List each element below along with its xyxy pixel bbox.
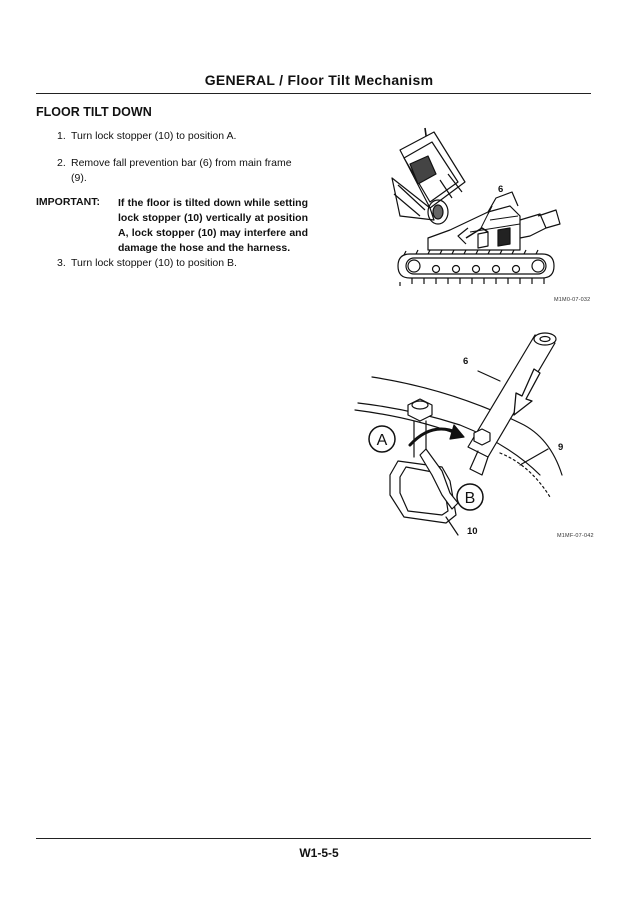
step-text-continued: (9). [71, 172, 87, 184]
position-b-label: B [464, 490, 476, 507]
important-label: IMPORTANT: [36, 196, 100, 208]
step-number: 3. [57, 257, 66, 269]
footer-rule [36, 838, 591, 839]
step-text: Remove fall prevention bar (6) from main frame [71, 157, 292, 169]
figure2-callout-frame: 9 [558, 442, 564, 453]
step-3 [57, 256, 317, 272]
section-title: FLOOR TILT DOWN [36, 105, 152, 119]
step-1 [57, 129, 317, 145]
figure1-code: M1M0-07-032 [554, 297, 591, 303]
step-2 [57, 156, 317, 188]
figure1-callout-bar: 6 [498, 184, 504, 195]
position-a-label: A [376, 432, 388, 449]
figure2-callout-stopper: 10 [467, 526, 478, 537]
step-text: Turn lock stopper (10) to position B. [71, 257, 237, 269]
figure-lock-stopper-detail [350, 325, 592, 545]
step-text: Turn lock stopper (10) to position A. [71, 130, 237, 142]
page-number: W1-5-5 [299, 846, 339, 860]
important-text: If the floor is tilted down while setting lock stopper (10) vertically at position A, lock stopper (10) may interfere and damage the hose and the harness. [118, 197, 308, 254]
figure2-callout-bar: 6 [463, 356, 469, 367]
page-header-title: GENERAL / Floor Tilt Mechanism [204, 72, 434, 88]
step-number: 2. [57, 157, 66, 169]
figure2-code: M1MF-07-042 [557, 533, 594, 539]
figure-excavator-floor-tilted [370, 120, 592, 300]
header-rule [36, 93, 591, 94]
step-number: 1. [57, 130, 66, 142]
